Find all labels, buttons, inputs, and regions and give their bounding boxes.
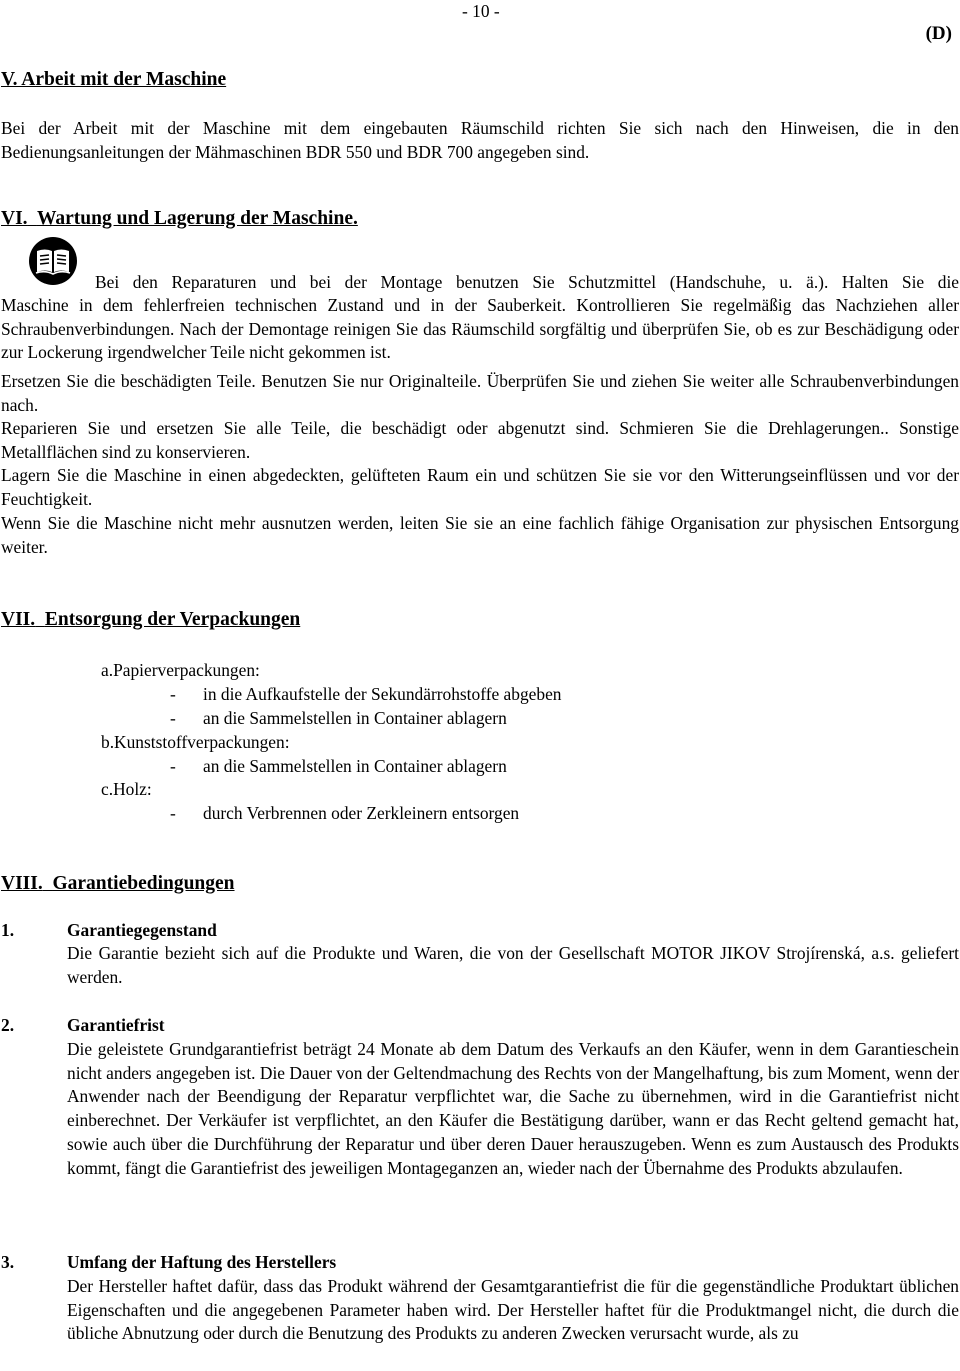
manual-book-icon [28,236,78,286]
warranty-item-2-title: Garantiefrist [67,1015,165,1035]
section-vi-line1: Bei den Reparaturen und bei der Montage benutzen Sie Schutzmittel (Handschuhe, u. ä.). Halten Sie die [95,272,959,292]
packaging-a-item-2: an die Sammelstellen in Container ablagern [203,708,507,728]
page-number: - 10 - [462,1,500,21]
section-viii-heading [1,872,235,896]
dash: - [170,803,176,823]
packaging-a-label: a.Papierverpackungen: [101,660,260,680]
section-vi-number: VI. [1,208,28,229]
section-vi-para5: Wenn Sie die Maschine nicht mehr ausnutzen werden, leiten Sie sie an eine fachlich fähige Organisation zur physischen Entsorgung weiter. [1,513,959,557]
section-vi-para4: Lagern Sie die Maschine in einen abgedeckten, gelüfteten Raum ein und schützen Sie sie vor den Witterungseinflüssen und vor der Feuchtigkeit. [1,465,959,509]
section-vii-number: VII. [1,609,36,630]
packaging-c-item-1: durch Verbrennen oder Zerkleinern entsorgen [203,803,520,823]
dash: - [170,708,176,728]
packaging-a-item-1: in die Aufkaufstelle der Sekundärrohstoffe abgeben [203,684,562,704]
warranty-item-3-title: Umfang der Haftung des Herstellers [67,1252,337,1272]
language-tag: (D) [925,23,952,44]
section-vi-para3: Reparieren Sie und ersetzen Sie alle Teile, die beschädigt oder abgenutzt sind. Schmieren Sie die Drehlagerungen.. Sonstige Metallflächen sind zu konservieren. [1,418,959,462]
section-vi-title: Wartung und Lagerung der Maschine [36,208,353,229]
warranty-item-1-title: Garantiegegenstand [67,920,217,940]
warranty-item-3-number: 3. [1,1252,15,1272]
section-viii-number: VIII. [1,873,43,894]
section-v-text: Bei der Arbeit mit der Maschine mit dem eingebauten Räumschild richten Sie sich nach den Hinweisen, die in den Bedienungsanleitungen der Mähmaschinen BDR 550 und BDR 700 angegeben sind. [1,118,959,162]
warranty-item-2-text: Die geleistete Grundgarantiefrist beträgt 24 Monate ab dem Datum des Verkaufs an den Käufer, wenn in dem Garantieschein nicht anders angegeben ist. Die Dauer von der Geltendmachung des Rechts von der Mangelhaftung, bis zum Moment, wenn der Anwender nach der Beendigung der Reparatur verpflichtet war, die Sache zu übernehmen, wird in die Garantiefrist nicht einberechnet. Der Verkäufer ist verpflichtet, an den Käufer die Bestätigung darüber, wann er das Recht geltend gemacht hat, sowie auch über die Durchführung der Reparatur und über deren Dauer herauszugeben. Wenn es zum Austausch des Produkts kommt, fängt die Garantiefrist des jeweiligen Montageganzen an, wieder nach der Übernahme des Produkts abzulaufen. [67,1039,959,1178]
section-vii-heading [1,608,300,632]
warranty-item-3-text: Der Hersteller haftet dafür, dass das Produkt während der Gesamtgarantiefrist die für die gegenständliche Produktart üblichen Eigenschaften und die angegebenen Parameter haben wird. Der Hersteller haftet für die Produktmangel nicht, die durch die übliche Abnutzung oder durch die Benutzung des Produkts zu anderen Zwecken verursacht wurde, als zu [67,1276,959,1344]
section-v-heading: V. Arbeit mit der Maschine [1,69,227,90]
packaging-b-label: b.Kunststoffverpackungen: [101,732,290,752]
section-vi-dot: . [352,208,358,229]
section-viii-title: Garantiebedingungen [52,873,235,894]
dash: - [170,756,176,776]
section-vi-para2: Ersetzen Sie die beschädigten Teile. Benutzen Sie nur Originalteile. Überprüfen Sie und ziehen Sie weiter alle Schraubenverbindungen nach. [1,371,959,415]
packaging-c-label: c.Holz: [101,779,152,799]
warranty-item-2-number: 2. [1,1015,15,1035]
section-vi-heading [1,207,358,231]
warranty-item-1-number: 1. [1,920,15,940]
section-vi-para1: Maschine in dem fehlerfreien technischen Zustand und in der Sauberkeit. Kontrollieren Sie regelmäßig das Nachziehen aller Schraubenverbindungen. Nach der Demontage reinigen Sie das Räumschild sorgfältig und überprüfen Sie, ob es zur Beschädigung oder zur Lockerung irgendwelcher Teile nicht gekommen ist. [1,295,959,363]
warranty-item-1-text: Die Garantie bezieht sich auf die Produkte und Waren, die von der Gesellschaft MOTOR JIKOV Strojírenská, a.s. geliefert werden. [67,943,959,987]
packaging-b-item-1: an die Sammelstellen in Container ablagern [203,756,507,776]
dash: - [170,684,176,704]
section-vii-title: Entsorgung der Verpackungen [44,609,301,630]
